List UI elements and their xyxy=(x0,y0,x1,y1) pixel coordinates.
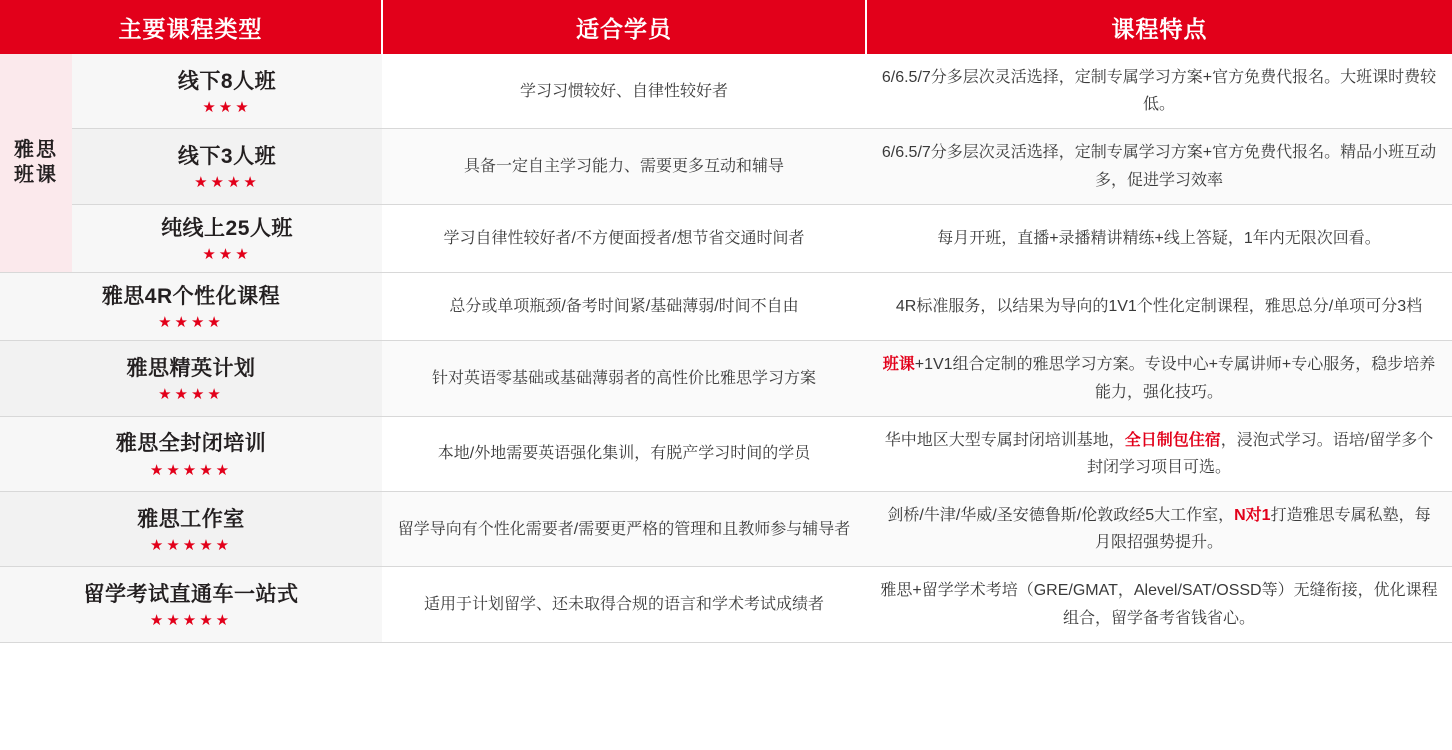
audience-cell: 总分或单项瓶颈/备考时间紧/基础薄弱/时间不自由 xyxy=(382,273,866,341)
group-label-text: 雅思班课 xyxy=(14,139,58,187)
group-label-ielts-class xyxy=(0,54,72,273)
header-audience: 适合学员 xyxy=(382,0,866,54)
course-type-name: 雅思全封闭培训 xyxy=(115,432,267,456)
feature-text: 打造雅思专属私塾，每月限招强势提升。 xyxy=(1094,507,1431,552)
course-type-cell xyxy=(0,273,382,341)
feature-cell: 6/6.5/7分多层次灵活选择，定制专属学习方案+官方免费代报名。精品小班互动多，促进学习效率 xyxy=(866,129,1452,204)
table-row xyxy=(0,204,1452,272)
course-type-name: 雅思工作室 xyxy=(137,507,245,531)
feature-text: ，浸泡式学习。语培/留学多个封闭学习项目可选。 xyxy=(1086,431,1434,476)
table-row xyxy=(0,567,1452,642)
feature-highlight: 班课 xyxy=(882,356,915,374)
feature-cell xyxy=(866,341,1452,416)
course-type-name: 纯线上25人班 xyxy=(161,216,293,240)
table-row xyxy=(0,492,1452,567)
header-course-type: 主要课程类型 xyxy=(0,0,382,54)
course-type-cell xyxy=(0,416,382,491)
feature-cell: 每月开班，直播+录播精讲精练+线上答疑，1年内无限次回看。 xyxy=(866,204,1452,272)
rating-stars: ★★★★★ xyxy=(149,461,233,479)
audience-cell: 学习习惯较好、自律性较好者 xyxy=(382,54,866,129)
feature-cell: 雅思+留学学术考培（GRE/GMAT，Alevel/SAT/OSSD等）无缝衔接，优化课程组合，留学备考省钱省心。 xyxy=(866,567,1452,642)
table-header-row xyxy=(0,0,1452,54)
audience-cell: 适用于计划留学、还未取得合规的语言和学术考试成绩者 xyxy=(382,567,866,642)
rating-stars: ★★★★ xyxy=(158,314,224,332)
table-body xyxy=(0,54,1452,642)
rating-stars: ★★★★ xyxy=(158,386,224,404)
feature-highlight: N对1 xyxy=(1234,507,1271,525)
table-row xyxy=(0,273,1452,341)
audience-cell: 针对英语零基础或基础薄弱者的高性价比雅思学习方案 xyxy=(382,341,866,416)
feature-cell xyxy=(866,492,1452,567)
course-type-name: 留学考试直通车一站式 xyxy=(83,583,299,606)
table-row xyxy=(0,54,1452,129)
feature-text: 华中地区大型专属封闭培训基地， xyxy=(884,431,1125,449)
course-type-cell xyxy=(72,54,382,129)
audience-cell: 具备一定自主学习能力、需要更多互动和辅导 xyxy=(382,129,866,204)
table-row xyxy=(0,341,1452,416)
rating-stars: ★★★★ xyxy=(194,174,260,192)
feature-cell xyxy=(866,416,1452,491)
feature-text: +1V1组合定制的雅思学习方案。专设中心+专属讲师+专心服务，稳步培养能力，强化技巧。 xyxy=(914,356,1436,401)
rating-stars: ★★★★★ xyxy=(149,612,233,630)
course-type-cell xyxy=(0,492,382,567)
feature-text: 剑桥/牛津/华威/圣安德鲁斯/伦敦政经5大工作室， xyxy=(887,507,1235,525)
rating-stars: ★★★ xyxy=(202,246,252,264)
course-type-cell xyxy=(0,567,382,642)
audience-cell: 本地/外地需要英语强化集训，有脱产学习时间的学员 xyxy=(382,416,866,491)
rating-stars: ★★★★★ xyxy=(149,536,233,554)
feature-cell: 6/6.5/7分多层次灵活选择，定制专属学习方案+官方免费代报名。大班课时费较低。 xyxy=(866,54,1452,129)
table-row xyxy=(0,129,1452,204)
audience-cell: 留学导向有个性化需要者/需要更严格的管理和且教师参与辅导者 xyxy=(382,492,866,567)
feature-cell: 4R标准服务，以结果为导向的1V1个性化定制课程，雅思总分/单项可分3档 xyxy=(866,273,1452,341)
table-row xyxy=(0,416,1452,491)
course-type-name: 雅思精英计划 xyxy=(126,356,256,380)
header-features: 课程特点 xyxy=(866,0,1452,54)
table-header xyxy=(0,0,1452,54)
audience-cell: 学习自律性较好者/不方便面授者/想节省交通时间者 xyxy=(382,204,866,272)
course-type-cell xyxy=(0,341,382,416)
course-type-name: 线下8人班 xyxy=(177,69,277,93)
course-type-name: 雅思4R个性化课程 xyxy=(101,285,281,309)
course-type-cell xyxy=(72,129,382,204)
course-type-name: 线下3人班 xyxy=(177,144,277,168)
feature-highlight: 全日制包住宿 xyxy=(1124,431,1221,449)
course-type-cell xyxy=(72,204,382,272)
rating-stars: ★★★ xyxy=(202,98,252,116)
